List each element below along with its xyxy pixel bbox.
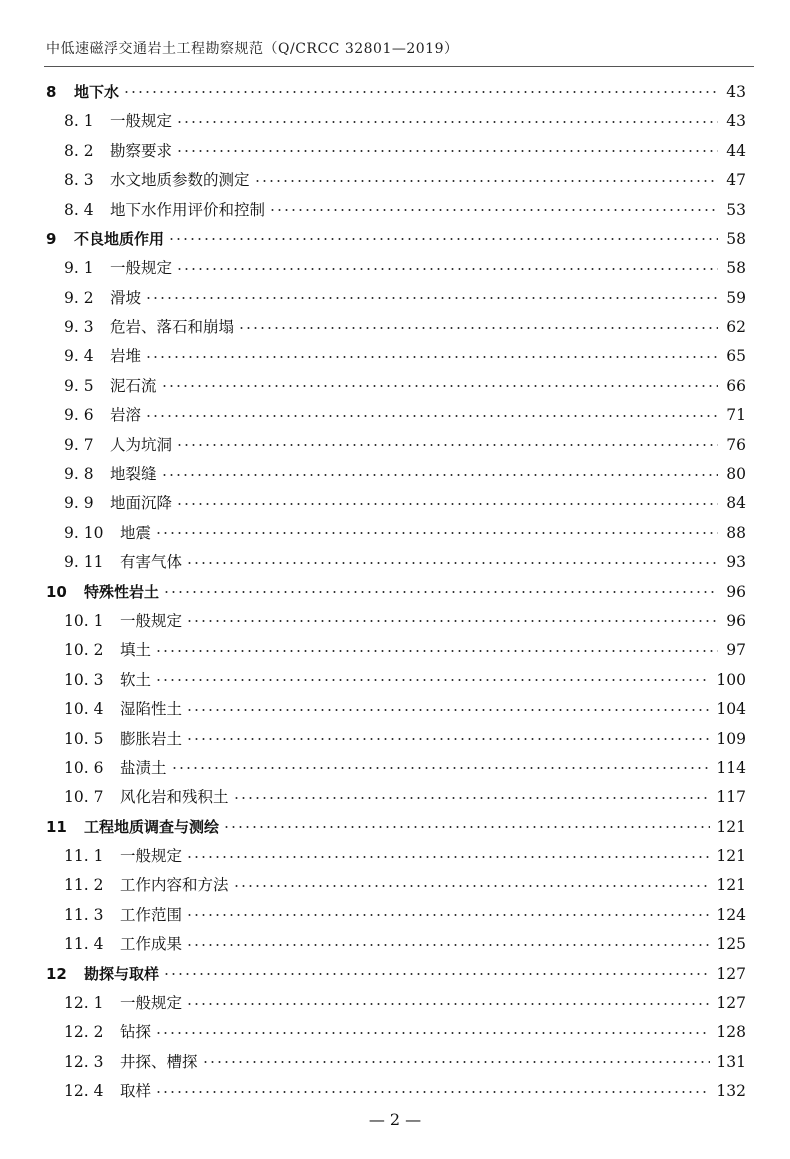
toc-entry-number: 12 <box>46 964 67 983</box>
toc-section-entry[interactable] <box>0 401 790 430</box>
toc-entry-page: 132 <box>716 1082 746 1101</box>
toc-chapter-entry[interactable] <box>0 813 790 842</box>
toc-entry-page: 121 <box>716 817 746 836</box>
dot-leader <box>176 444 718 446</box>
toc-section-entry[interactable] <box>0 1019 790 1048</box>
toc-entry-title: 工程地质调查与测绘 <box>84 817 220 836</box>
toc-section-entry[interactable] <box>0 607 790 636</box>
toc-entry-number: 8. 2 <box>64 141 94 160</box>
toc-entry-title: 地下水作用评价和控制 <box>110 200 266 219</box>
dot-leader <box>155 1032 710 1034</box>
toc-entry-number: 9. 3 <box>64 318 94 337</box>
toc-chapter-entry[interactable] <box>0 578 790 607</box>
toc-entry-number: 9. 9 <box>64 494 94 513</box>
toc-entry-number: 9 <box>46 230 57 249</box>
toc-section-entry[interactable] <box>0 313 790 342</box>
toc-entry-number: 10 <box>46 582 67 601</box>
toc-section-entry[interactable] <box>0 489 790 518</box>
toc-section-entry[interactable] <box>0 783 790 812</box>
toc-section-entry[interactable] <box>0 343 790 372</box>
dot-leader <box>186 944 710 946</box>
toc-entry-title: 一般规定 <box>120 847 183 866</box>
toc-entry-number: 12. 2 <box>64 1023 104 1042</box>
toc-entry-title: 工作成果 <box>120 935 183 954</box>
dot-leader <box>145 415 718 417</box>
toc-entry-page: 128 <box>716 1023 746 1042</box>
toc-entry-title: 有害气体 <box>120 553 183 572</box>
toc-entry-title: 一般规定 <box>110 112 173 131</box>
toc-entry-page: 127 <box>716 994 746 1013</box>
toc-entry-page: 53 <box>726 200 746 219</box>
dot-leader <box>186 914 710 916</box>
toc-entry-page: 96 <box>726 611 746 630</box>
toc-entry-number: 9. 6 <box>64 406 94 425</box>
toc-entry-title: 不良地质作用 <box>74 230 165 249</box>
toc-entry-page: 117 <box>716 788 746 807</box>
toc-entry-number: 10. 2 <box>64 641 104 660</box>
toc-section-entry[interactable] <box>0 107 790 136</box>
toc-entry-number: 10. 3 <box>64 670 104 689</box>
dot-leader <box>186 709 710 711</box>
toc-entry-page: 124 <box>716 905 746 924</box>
toc-entry-number: 9. 8 <box>64 465 94 484</box>
toc-entry-title: 一般规定 <box>120 611 183 630</box>
toc-entry-page: 84 <box>726 494 746 513</box>
dot-leader <box>123 91 718 93</box>
dot-leader <box>269 209 718 211</box>
toc-entry-page: 66 <box>726 376 746 395</box>
dot-leader <box>155 679 710 681</box>
dot-leader <box>238 327 718 329</box>
toc-entry-page: 80 <box>726 465 746 484</box>
toc-entry-title: 填土 <box>120 641 152 660</box>
toc-entry-page: 93 <box>726 553 746 572</box>
toc-entry-page: 62 <box>726 318 746 337</box>
dot-leader <box>176 268 718 270</box>
toc-entry-number: 12. 3 <box>64 1052 104 1071</box>
toc-entry-page: 76 <box>726 435 746 454</box>
toc-section-entry[interactable] <box>0 872 790 901</box>
dot-leader <box>163 591 718 593</box>
toc-entry-page: 121 <box>716 847 746 866</box>
toc-entry-number: 10. 1 <box>64 611 104 630</box>
toc-entry-page: 58 <box>726 259 746 278</box>
toc-entry-page: 59 <box>726 288 746 307</box>
toc-entry-number: 9. 2 <box>64 288 94 307</box>
toc-entry-title: 岩溶 <box>110 406 142 425</box>
toc-entry-title: 软土 <box>120 670 152 689</box>
toc-entry-page: 43 <box>726 112 746 131</box>
toc-section-entry[interactable] <box>0 666 790 695</box>
toc-entry-number: 8. 3 <box>64 171 94 190</box>
toc-section-entry[interactable] <box>0 137 790 166</box>
toc-entry-title: 危岩、落石和崩塌 <box>110 318 235 337</box>
dot-leader <box>186 1003 710 1005</box>
header-divider <box>44 66 754 67</box>
dot-leader <box>155 532 718 534</box>
dot-leader <box>186 620 718 622</box>
dot-leader <box>171 767 711 769</box>
table-of-contents <box>0 78 790 1107</box>
toc-entry-title: 钻探 <box>120 1023 152 1042</box>
dot-leader <box>168 238 718 240</box>
dot-leader <box>155 650 718 652</box>
dot-leader <box>176 121 718 123</box>
toc-entry-title: 岩堆 <box>110 347 142 366</box>
toc-entry-title: 勘探与取样 <box>84 964 160 983</box>
toc-entry-title: 工作范围 <box>120 905 183 924</box>
toc-entry-number: 11. 1 <box>64 847 104 866</box>
toc-entry-page: 131 <box>716 1052 746 1071</box>
toc-section-entry[interactable] <box>0 166 790 195</box>
toc-entry-title: 地震 <box>120 523 152 542</box>
page-number: — 2 — <box>368 1110 422 1129</box>
dot-leader <box>145 297 718 299</box>
toc-entry-number: 11. 2 <box>64 876 104 895</box>
toc-entry-page: 121 <box>716 876 746 895</box>
dot-leader <box>223 826 710 828</box>
dot-leader <box>163 973 710 975</box>
toc-entry-title: 地下水 <box>74 83 120 102</box>
toc-entry-page: 43 <box>726 82 746 101</box>
toc-entry-page: 114 <box>716 758 746 777</box>
toc-entry-page: 97 <box>726 641 746 660</box>
toc-entry-title: 水文地质参数的测定 <box>110 171 250 190</box>
toc-entry-title: 一般规定 <box>120 994 183 1013</box>
toc-entry-number: 11. 4 <box>64 935 104 954</box>
toc-entry-page: 88 <box>726 523 746 542</box>
running-header: 中低速磁浮交通岩土工程勘察规范（Q/CRCC 32801—2019） <box>46 41 459 57</box>
toc-entry-number: 10. 7 <box>64 788 104 807</box>
toc-entry-title: 井探、槽探 <box>120 1052 198 1071</box>
toc-section-entry[interactable] <box>0 1077 790 1106</box>
toc-entry-number: 10. 5 <box>64 729 104 748</box>
toc-entry-number: 9. 7 <box>64 435 94 454</box>
toc-entry-page: 100 <box>716 670 746 689</box>
toc-entry-page: 96 <box>726 582 746 601</box>
toc-entry-title: 勘察要求 <box>110 141 173 160</box>
toc-section-entry[interactable] <box>0 519 790 548</box>
dot-leader <box>176 150 718 152</box>
dot-leader <box>186 562 718 564</box>
toc-entry-number: 9. 1 <box>64 259 94 278</box>
toc-entry-title: 膨胀岩土 <box>120 729 183 748</box>
dot-leader <box>254 180 718 182</box>
toc-section-entry[interactable] <box>0 989 790 1018</box>
toc-entry-title: 地面沉降 <box>110 494 173 513</box>
dot-leader <box>176 503 718 505</box>
toc-entry-number: 9. 11 <box>64 553 104 572</box>
toc-entry-page: 65 <box>726 347 746 366</box>
dot-leader <box>233 885 711 887</box>
toc-section-entry[interactable] <box>0 930 790 959</box>
toc-entry-page: 127 <box>716 964 746 983</box>
toc-entry-title: 湿陷性土 <box>120 700 183 719</box>
toc-entry-title: 泥石流 <box>110 376 157 395</box>
toc-entry-number: 11. 3 <box>64 905 104 924</box>
toc-section-entry[interactable] <box>0 460 790 489</box>
toc-entry-page: 104 <box>716 700 746 719</box>
dot-leader <box>202 1061 711 1063</box>
toc-entry-number: 9. 5 <box>64 376 94 395</box>
toc-entry-number: 12. 1 <box>64 994 104 1013</box>
dot-leader <box>161 385 718 387</box>
toc-entry-title: 地裂缝 <box>110 465 157 484</box>
toc-entry-title: 工作内容和方法 <box>120 876 229 895</box>
toc-entry-page: 44 <box>726 141 746 160</box>
toc-entry-title: 滑坡 <box>110 288 142 307</box>
toc-section-entry[interactable] <box>0 548 790 577</box>
toc-entry-number: 8 <box>46 83 57 102</box>
toc-entry-page: 125 <box>716 935 746 954</box>
dot-leader <box>186 738 710 740</box>
toc-entry-page: 71 <box>726 406 746 425</box>
toc-section-entry[interactable] <box>0 901 790 930</box>
toc-entry-page: 109 <box>716 729 746 748</box>
toc-section-entry[interactable] <box>0 725 790 754</box>
toc-entry-number: 12. 4 <box>64 1082 104 1101</box>
toc-chapter-entry[interactable] <box>0 960 790 989</box>
toc-section-entry[interactable] <box>0 254 790 283</box>
toc-entry-title: 一般规定 <box>110 259 173 278</box>
toc-entry-number: 9. 10 <box>64 523 104 542</box>
toc-section-entry[interactable] <box>0 1048 790 1077</box>
toc-entry-number: 8. 1 <box>64 112 94 131</box>
toc-section-entry[interactable] <box>0 754 790 783</box>
dot-leader <box>145 356 718 358</box>
toc-section-entry[interactable] <box>0 196 790 225</box>
toc-chapter-entry[interactable] <box>0 78 790 107</box>
toc-entry-number: 9. 4 <box>64 347 94 366</box>
toc-entry-number: 8. 4 <box>64 200 94 219</box>
toc-entry-number: 10. 4 <box>64 700 104 719</box>
toc-section-entry[interactable] <box>0 431 790 460</box>
toc-entry-number: 10. 6 <box>64 758 104 777</box>
dot-leader <box>155 1091 710 1093</box>
toc-entry-title: 盐渍土 <box>120 758 167 777</box>
dot-leader <box>161 474 718 476</box>
toc-entry-title: 取样 <box>120 1082 152 1101</box>
toc-section-entry[interactable] <box>0 842 790 871</box>
toc-chapter-entry[interactable] <box>0 225 790 254</box>
toc-entry-page: 58 <box>726 229 746 248</box>
toc-entry-title: 人为坑洞 <box>110 435 173 454</box>
toc-entry-title: 特殊性岩土 <box>84 582 160 601</box>
toc-section-entry[interactable] <box>0 284 790 313</box>
dot-leader <box>233 797 711 799</box>
toc-section-entry[interactable] <box>0 695 790 724</box>
toc-entry-page: 47 <box>726 171 746 190</box>
dot-leader <box>186 856 710 858</box>
toc-section-entry[interactable] <box>0 372 790 401</box>
toc-entry-title: 风化岩和残积土 <box>120 788 229 807</box>
toc-entry-number: 11 <box>46 817 67 836</box>
toc-section-entry[interactable] <box>0 636 790 665</box>
